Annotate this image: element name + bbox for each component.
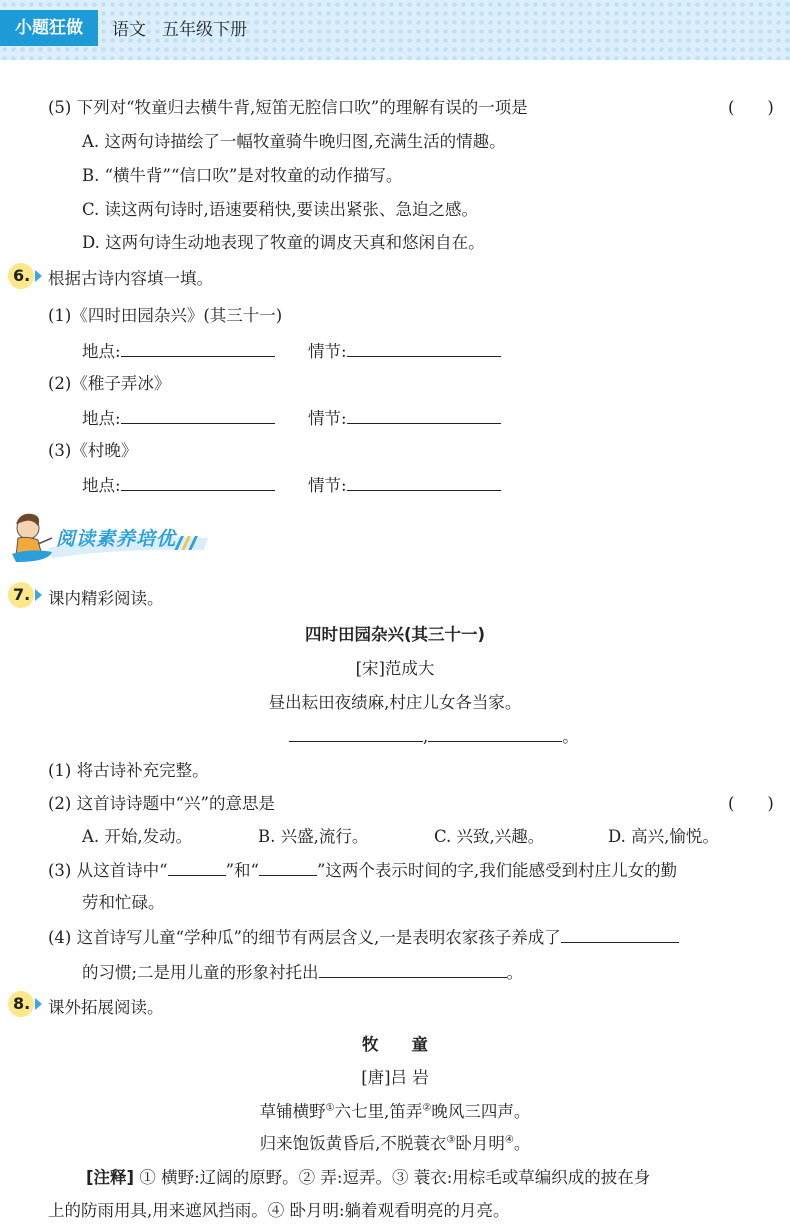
q6-item2-plot: 情节: bbox=[308, 405, 501, 429]
q8-notes-line2: 上的防雨用具,用来遮风挡雨。④ 卧月明:躺着观看明亮的月亮。 bbox=[48, 1201, 510, 1220]
q6-item3-plot-blank[interactable] bbox=[347, 476, 501, 491]
q5-option-a: A. 这两句诗描绘了一幅牧童骑牛晚归图,充满生活的情趣。 bbox=[82, 132, 506, 151]
q7-sub3-blank2[interactable] bbox=[259, 861, 317, 876]
q7-sub2-option-d: D. 高兴,愉悦。 bbox=[608, 827, 719, 846]
q7-sub2: (2) 这首诗诗题中“兴”的意思是 bbox=[48, 794, 275, 813]
page-header bbox=[0, 0, 790, 60]
q7-poem-line1: 昼出耘田夜绩麻,村庄儿女各当家。 bbox=[268, 693, 522, 712]
q7-sub2-option-c: C. 兴致,兴趣。 bbox=[434, 827, 545, 846]
q6-item2-plot-blank[interactable] bbox=[347, 409, 501, 424]
q8-number: 8. bbox=[8, 991, 38, 1017]
q7-sub1: (1) 将古诗补充完整。 bbox=[48, 761, 209, 780]
q7-sub3-cont: 劳和忙碌。 bbox=[82, 893, 165, 912]
q5-option-d: D. 这两句诗生动地表现了牧童的调皮天真和悠闲自在。 bbox=[82, 233, 485, 252]
q8-instruction: 课外拓展阅读。 bbox=[48, 998, 164, 1017]
q6-item2-title: (2)《稚子弄冰》 bbox=[48, 374, 171, 393]
q7-poem-author: [宋]范成大 bbox=[355, 659, 435, 678]
q7-poem-line2: , 。 bbox=[289, 723, 579, 747]
q7-sub4-blank2[interactable] bbox=[319, 963, 507, 978]
q8-notes-line1: [注释] ① 横野:辽阔的原野。② 弄:逗弄。③ 蓑衣:用棕毛或草编织成的披在身 bbox=[86, 1168, 651, 1187]
q8-poem-title: 牧 童 bbox=[362, 1035, 428, 1054]
q7-sub3-blank1[interactable] bbox=[168, 861, 226, 876]
q7-sub3: (3) 从这首诗中“ ”和“ ”这两个表示时间的字,我们能感受到村庄儿女的勤 bbox=[48, 861, 678, 880]
q6-item3-plot: 情节: bbox=[308, 472, 501, 496]
q8-poem-line2: 归来饱饭黄昏后,不脱蓑衣③卧月明④。 bbox=[259, 1134, 531, 1153]
notes-label: [注释] bbox=[86, 1168, 135, 1187]
subject-label: 语文 bbox=[112, 20, 146, 40]
q5-option-c: C. 读这两句诗时,语速要稍快,要读出紧张、急迫之感。 bbox=[82, 200, 479, 219]
q6-item1-plot-blank[interactable] bbox=[347, 342, 501, 357]
q5-option-b: B. “横牛背”“信口吹”是对牧童的动作描写。 bbox=[82, 166, 403, 185]
q6-item2-place: 地点: bbox=[82, 405, 275, 429]
q7-sub4: (4) 这首诗写儿童“学种瓜”的细节有两层含义,一是表明农家孩子养成了 bbox=[48, 924, 679, 948]
q6-number: 6. bbox=[8, 263, 38, 289]
q7-poem-title: 四时田园杂兴(其三十一) bbox=[304, 625, 486, 644]
q6-item2-place-blank[interactable] bbox=[121, 409, 275, 424]
q6-item1-place: 地点: bbox=[82, 338, 275, 362]
q5-answer-paren[interactable]: ( ) bbox=[728, 98, 774, 117]
q7-poem-blank2[interactable] bbox=[428, 727, 562, 742]
q8-poem-line1: 草铺横野①六七里,笛弄②晚风三四声。 bbox=[259, 1102, 531, 1121]
q6-instruction: 根据古诗内容填一填。 bbox=[48, 269, 213, 288]
q7-sub4-cont: 的习惯;二是用儿童的形象衬托出 。 bbox=[82, 963, 524, 982]
reading-section-title: 阅读素养培优 bbox=[56, 528, 177, 550]
q7-sub4-blank1[interactable] bbox=[561, 928, 679, 943]
q5-stem: (5) 下列对“牧童归去横牛背,短笛无腔信口吹”的理解有误的一项是 bbox=[48, 98, 528, 117]
series-badge: 小题狂做 bbox=[0, 10, 98, 46]
q6-item1-place-blank[interactable] bbox=[121, 342, 275, 357]
q7-poem-blank1[interactable] bbox=[289, 727, 423, 742]
q7-instruction: 课内精彩阅读。 bbox=[48, 589, 164, 608]
q6-item3-title: (3)《村晚》 bbox=[48, 441, 138, 460]
grade-label: 五年级下册 bbox=[162, 20, 247, 40]
q7-sub2-option-b: B. 兴盛,流行。 bbox=[258, 827, 369, 846]
q7-sub2-option-a: A. 开始,发动。 bbox=[82, 827, 193, 846]
q7-sub2-paren[interactable]: ( ) bbox=[728, 794, 774, 813]
q6-item3-place-blank[interactable] bbox=[121, 476, 275, 491]
q7-number: 7. bbox=[8, 582, 38, 608]
q6-item3-place: 地点: bbox=[82, 472, 275, 496]
q6-item1-plot: 情节: bbox=[308, 338, 501, 362]
q6-item1-title: (1)《四时田园杂兴》(其三十一) bbox=[48, 306, 283, 325]
q8-poem-author: [唐]吕 岩 bbox=[361, 1068, 429, 1087]
